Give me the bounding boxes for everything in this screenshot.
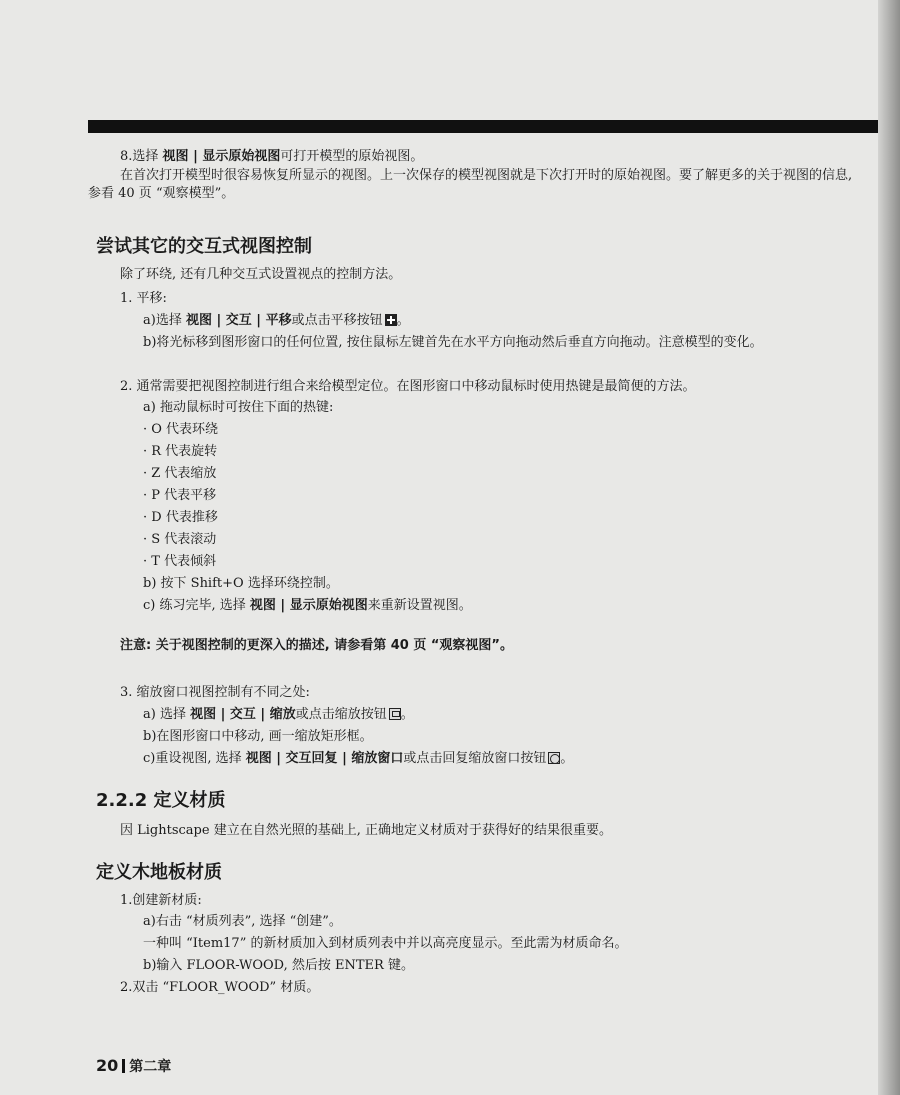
hotkey-c-suffix: 来重新设置视图。 bbox=[367, 598, 472, 613]
hotkey-c bbox=[143, 597, 472, 615]
hotkey-a: a) 拖动鼠标时可按住下面的热键: bbox=[143, 400, 334, 415]
original-view-paragraph: 在首次打开模型时很容易恢复所显示的视图。上一次保存的模型视图就是下次打开时的原始视图。要了解更多的关于视图的信息, 参看 40 页 “观察模型”。 bbox=[88, 168, 853, 201]
pan-title: 1. 平移: bbox=[120, 291, 167, 306]
wood-step-1: 1.创建新材质: bbox=[120, 893, 202, 908]
zoom-c-prefix: c)重设视图, 选择 bbox=[143, 751, 246, 766]
page-footer bbox=[96, 1056, 171, 1076]
zoom-a-suffix: 或点击缩放按钮 bbox=[295, 707, 387, 722]
material-paragraph: 因 Lightscape 建立在自然光照的基础上, 正确地定义材质对于获得好的结果很重要。 bbox=[120, 823, 612, 838]
chapter-label: 第二章 bbox=[129, 1059, 172, 1075]
pan-step-a: a)选择 视图 | 交互 | 平移或点击平移按钮 。 bbox=[143, 313, 410, 328]
intro-text: 除了环绕, 还有几种交互式设置视点的控制方法。 bbox=[120, 267, 402, 282]
zoom-step-c: c)重设视图, 选择 视图 | 交互回复 | 缩放窗口或点击回复缩放窗口按钮 。 bbox=[143, 751, 574, 766]
menu-path-original-view: 视图 | 显示原始视图 bbox=[162, 149, 281, 164]
pan-button-icon bbox=[385, 314, 397, 326]
step-8-prefix: 8.选择 bbox=[120, 149, 163, 164]
hotkey-b: b) 按下 Shift+O 选择环绕控制。 bbox=[143, 576, 339, 591]
pan-step-b: b)将光标移到图形窗口的任何位置, 按住鼠标左键首先在水平方向拖动然后垂直方向拖动。注意模型的变化。 bbox=[143, 335, 763, 350]
heading-wood-floor: 定义木地板材质 bbox=[96, 862, 222, 883]
restore-zoom-button-icon bbox=[548, 752, 560, 764]
step-8-suffix: 可打开模型的原始视图。 bbox=[280, 149, 424, 164]
page-edge-shadow bbox=[878, 0, 900, 1095]
heading-define-material: 2.2.2 定义材质 bbox=[96, 790, 226, 811]
hotkey-title: 2. 通常需要把视图控制进行组合来给模型定位。在图形窗口中移动鼠标时使用热键是最简便的方法。 bbox=[120, 379, 696, 394]
zoom-c-suffix: 或点击回复缩放窗口按钮 bbox=[403, 751, 547, 766]
hotkey-item: · T 代表倾斜 bbox=[143, 554, 217, 569]
header-rule bbox=[88, 120, 900, 133]
zoom-title: 3. 缩放窗口视图控制有不同之处: bbox=[120, 685, 310, 700]
zoom-button-icon bbox=[389, 708, 401, 720]
menu-path-zoom: 视图 | 交互 | 缩放 bbox=[190, 707, 296, 722]
zoom-step-b: b)在图形窗口中移动, 画一缩放矩形框。 bbox=[143, 729, 373, 744]
pan-a-suffix: 或点击平移按钮 bbox=[291, 313, 383, 328]
hotkey-item: · O 代表环绕 bbox=[143, 422, 219, 437]
page-number: 20 bbox=[96, 1056, 119, 1075]
step-8-line bbox=[120, 148, 423, 166]
heading-interactive-controls: 尝试其它的交互式视图控制 bbox=[96, 236, 312, 257]
zoom-a-prefix: a) 选择 bbox=[143, 707, 191, 722]
hotkey-item: · Z 代表缩放 bbox=[143, 466, 217, 481]
menu-path-zoom-restore: 视图 | 交互回复 | 缩放窗口 bbox=[245, 751, 404, 766]
note: 注意: 关于视图控制的更深入的描述, 请参看第 40 页 “观察视图”。 bbox=[120, 638, 513, 653]
zoom-step-a: a) 选择 视图 | 交互 | 缩放或点击缩放按钮 。 bbox=[143, 707, 414, 722]
footer-divider bbox=[122, 1059, 125, 1073]
hotkey-item: · P 代表平移 bbox=[143, 488, 217, 503]
menu-path-pan: 视图 | 交互 | 平移 bbox=[185, 313, 292, 328]
hotkey-c-prefix: c) 练习完毕, 选择 bbox=[143, 598, 250, 613]
menu-path-reset-view: 视图 | 显示原始视图 bbox=[249, 598, 368, 613]
pan-a-prefix: a)选择 bbox=[143, 313, 186, 328]
hotkey-item: · R 代表旋转 bbox=[143, 444, 218, 459]
hotkey-item: · D 代表推移 bbox=[143, 510, 218, 525]
wood-step-1a-cont: 一种叫 “Item17” 的新材质加入到材质列表中并以高亮度显示。至此需为材质命名。 bbox=[143, 936, 628, 951]
hotkey-item: · S 代表滚动 bbox=[143, 532, 217, 547]
wood-step-1b: b)输入 FLOOR-WOOD, 然后按 ENTER 键。 bbox=[143, 958, 414, 973]
wood-step-1a: a)右击 “材质列表”, 选择 “创建”。 bbox=[143, 914, 342, 929]
wood-step-2: 2.双击 “FLOOR_WOOD” 材质。 bbox=[120, 980, 320, 995]
